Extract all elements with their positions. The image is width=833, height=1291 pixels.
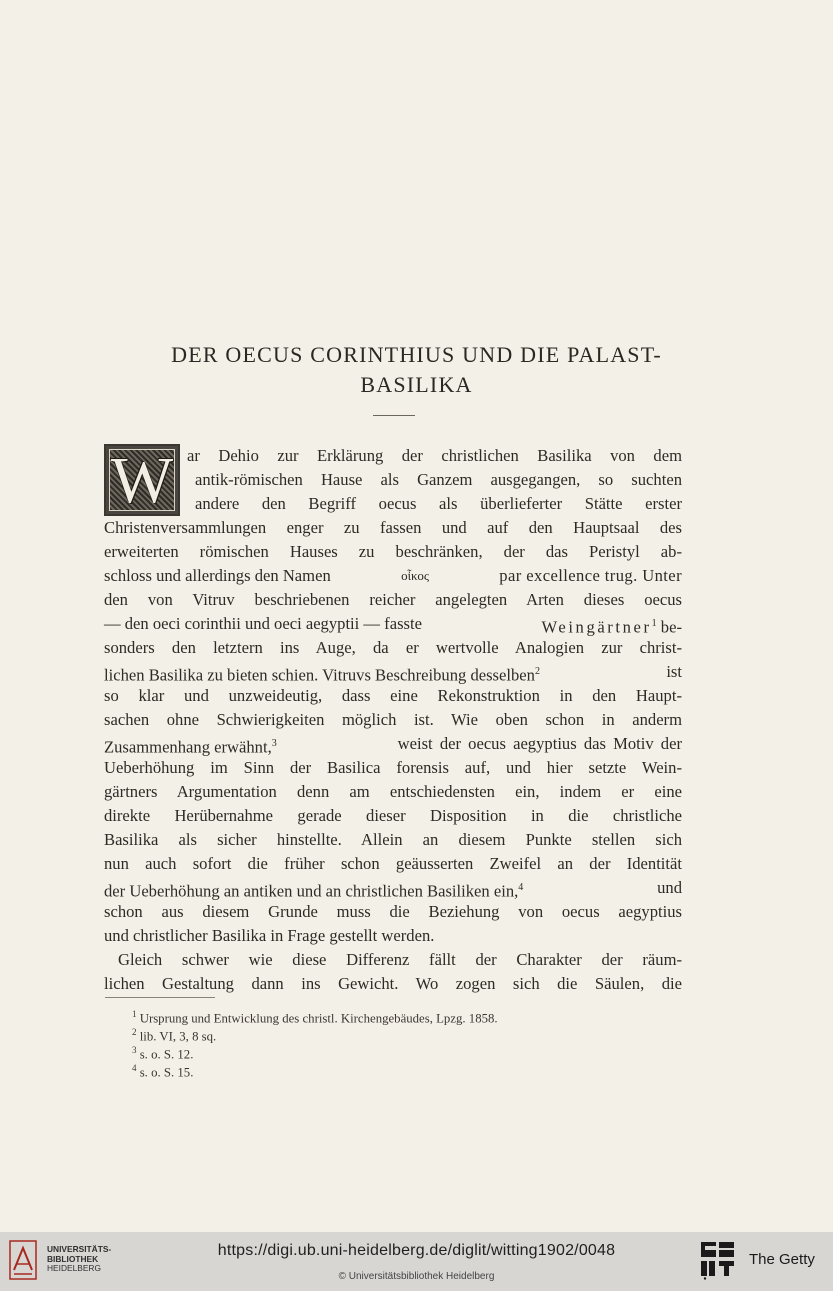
body-line: schon aus diesem Grunde muss die Beziehung von oecus aegyptius bbox=[104, 902, 682, 921]
chapter-title-line-1: DER OECUS CORINTHIUS UND DIE PALAST- bbox=[171, 342, 662, 367]
footnote: $^2$ lib. VI, 3, 8 sq. bbox=[132, 1027, 217, 1044]
footnote: $^1$ Ursprung und Entwicklung des christl. Kirchengebäudes, Lpzg. 1858. bbox=[132, 1009, 498, 1026]
body-line: Zusammenhang erwähnt,$^3$ weist der oecus aegyptius das Motiv der bbox=[104, 734, 682, 757]
author-name-spaced: Weingärtner bbox=[541, 617, 652, 637]
greek-word: οἶκος bbox=[401, 568, 429, 583]
body-line: antik-römischen Hause als Ganzem ausgegangen, so suchten bbox=[195, 470, 682, 489]
body-line: Christenversammlungen enger zu fassen und auf den Hauptsaal des bbox=[104, 518, 682, 537]
copyright-notice: © Universitätsbibliothek Heidelberg bbox=[338, 1271, 495, 1282]
body-line: direkte Herübernahme gerade dieser Disposition in die christliche bbox=[104, 806, 682, 825]
body-line: nun auch sofort die früher schon geäusserten Zweifel an der Identität bbox=[104, 854, 682, 873]
library-name[interactable]: UNIVERSITÄTS- BIBLIOTHEK HEIDELBERG bbox=[47, 1244, 112, 1273]
body-line: — den oeci corinthii und oeci aegyptii — fasste Weingärtner$^1$ be- bbox=[104, 614, 682, 637]
drop-cap-letter: W bbox=[110, 444, 174, 517]
body-line: erweiterten römischen Hauses zu beschränken, der das Peristyl ab- bbox=[104, 542, 682, 561]
footnote-marker: 1 bbox=[651, 618, 657, 629]
body-line: den von Vitruv beschriebenen reicher angelegten Arten dieses oecus bbox=[104, 590, 682, 609]
body-line: gärtners Argumentation denn am entschiedensten ein, indem er eine bbox=[104, 782, 682, 801]
getty-logo-icon[interactable] bbox=[700, 1240, 738, 1280]
body-line: und christlicher Basilika in Frage gestellt werden. bbox=[104, 926, 435, 945]
title-divider bbox=[373, 415, 415, 416]
footnote-divider bbox=[105, 997, 215, 998]
body-line: der Ueberhöhung an antiken und an christlichen Basiliken ein,$^4$ und bbox=[104, 878, 682, 901]
footnote-marker: 4 bbox=[518, 882, 524, 893]
body-line: sachen ohne Schwierigkeiten möglich ist. Wie oben schon in anderm bbox=[104, 710, 682, 729]
body-line: andere den Begriff oecus als überlieferter Stätte erster bbox=[195, 494, 682, 513]
body-line: Basilika als sicher hinstellte. Allein an diesem Punkte stellen sich bbox=[104, 830, 682, 849]
footnote: $^4$ s. o. S. 15. bbox=[132, 1063, 194, 1080]
body-line: sonders den letztern ins Auge, da er wertvolle Analogien zur christ- bbox=[104, 638, 682, 657]
chapter-title-line-2: BASILIKA bbox=[360, 372, 473, 397]
body-line: lichen Basilika zu bieten schien. Vitruvs Beschreibung desselben$^2$ ist bbox=[104, 662, 682, 685]
body-line: ar Dehio zur Erklärung der christlichen Basilika von dem bbox=[187, 446, 682, 465]
footnote: $^3$ s. o. S. 12. bbox=[132, 1045, 194, 1062]
university-library-logo-icon[interactable] bbox=[9, 1240, 37, 1280]
body-line: lichen Gestaltung dann ins Gewicht. Wo zogen sich die Säulen, die bbox=[104, 974, 682, 993]
body-line: Ueberhöhung im Sinn der Basilica forensis auf, und hier setzte Wein- bbox=[104, 758, 682, 777]
footnote-marker: 3 bbox=[271, 738, 277, 749]
getty-label[interactable]: The Getty bbox=[749, 1251, 815, 1268]
permalink-url[interactable]: https://digi.ub.uni-heidelberg.de/diglit/witting1902/0048 bbox=[217, 1242, 616, 1259]
body-line: schloss und allerdings den Namen οἶκος par excellence trug. Unter bbox=[104, 566, 682, 585]
body-line: so klar und unzweideutig, dass eine Rekonstruktion in den Haupt- bbox=[104, 686, 682, 705]
body-line: Gleich schwer wie diese Differenz fällt der Charakter der räum- bbox=[118, 950, 682, 969]
decorated-initial bbox=[104, 444, 180, 516]
viewer-footer bbox=[0, 1232, 833, 1291]
footnote-marker: 2 bbox=[534, 666, 540, 677]
